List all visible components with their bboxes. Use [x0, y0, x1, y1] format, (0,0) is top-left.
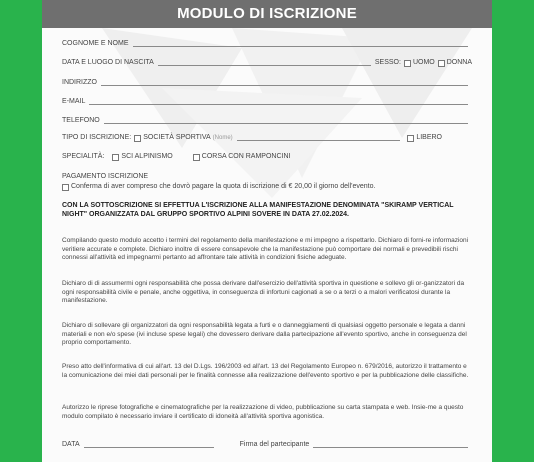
label-address: INDIRIZZO	[62, 79, 97, 86]
input-birth[interactable]	[158, 65, 371, 66]
payment-title-row	[62, 172, 472, 182]
payment-title: PAGAMENTO ISCRIZIONE	[62, 173, 149, 180]
checkbox-club[interactable]	[134, 135, 141, 142]
label-sex: SESSO:	[374, 59, 401, 66]
label-date: DATA	[62, 441, 80, 448]
label-email: E-MAIL	[62, 98, 86, 105]
label-female: DONNA	[446, 59, 472, 66]
form-title: MODULO DI ISCRIZIONE	[42, 0, 492, 28]
input-email[interactable]	[89, 104, 468, 105]
field-row-address	[62, 78, 472, 88]
label-specialty: SPECIALITÀ:	[62, 153, 105, 160]
field-row-birth	[62, 58, 472, 68]
checkbox-crampon-run[interactable]	[193, 154, 200, 161]
label-birth: DATA E LUOGO DI NASCITA	[62, 59, 154, 66]
label-registration-type: TIPO DI ISCRIZIONE:	[62, 134, 132, 141]
checkbox-free[interactable]	[407, 135, 414, 142]
paragraph-media-consent: Autorizzo le riprese fotografiche e cinematografiche per la realizzazione di video, pubblicazione su carta stampata e web. Insie-me a questo modulo compilato è necessario inviare il certificato di idoneità all'attività sportiva agonistica.	[62, 404, 464, 420]
intro-statement: CON LA SOTTOSCRIZIONE SI EFFETTUA L'ISCRIZIONE ALLA MANIFESTAZIONE DENOMINATA "SKIRAMP VERTICAL NIGHT" ORGANIZZATA DAL GRUPPO SPORTIVO ALPINI SOVERE IN DATA 27.02.2024.	[62, 202, 454, 218]
field-row-registration-type	[62, 133, 472, 143]
checkbox-male[interactable]	[404, 60, 411, 67]
checkbox-payment-confirm[interactable]	[62, 184, 69, 191]
paragraph-regulation: Compilando questo modulo accetto i termini del regolamento della manifestazione e mi impegno a rispettarlo. Dichiaro di forni-re informazioni veritiere accurate e complete. Dichiaro inoltre di essere consapevole che la manifestazione può comportare dei normali e prevedibili rischi connessi all'attività ed impegnarmi pertanto ad affrontare tale attività in condizioni fisiche adeguate.	[62, 237, 469, 261]
footer-row	[62, 440, 472, 450]
club-name-placeholder: (Nome)	[212, 135, 233, 141]
label-male: UOMO	[412, 59, 435, 66]
input-signature[interactable]	[313, 447, 468, 448]
paragraph-liability: Dichiaro di sollevare gli organizzatori da ogni responsabilità legata a furti e o danneggiamenti di qualsiasi oggetto personale e legata a danni materiali e non e/o spese (ivi incluse spese legali) che dovessero derivare dalla partecipazione all'evento sportivo, anche in conseguenza del proprio comportamento.	[62, 322, 467, 346]
label-ski-mountaineering: SCI ALPINISMO	[121, 153, 173, 160]
field-row-name	[62, 39, 472, 49]
checkbox-ski-mountaineering[interactable]	[112, 154, 119, 161]
input-name[interactable]	[133, 46, 468, 47]
checkbox-female[interactable]	[438, 60, 445, 67]
field-row-email	[62, 97, 472, 107]
label-name: COGNOME E NOME	[62, 40, 129, 47]
label-crampon-run: CORSA CON RAMPONCINI	[201, 153, 291, 160]
paragraph-privacy: Preso atto dell'informativa di cui all'art. 13 del D.Lgs. 196/2003 ed all'art. 13 del Regolamento Europeo n. 679/2016, autorizzo il trattamento e la comunicazione dei miei dati personali per le finalità connesse alla realizzazione dell'evento sportivo e per la pubblicazione delle classifiche.	[62, 363, 469, 379]
label-signature: Firma del partecipante	[239, 441, 310, 448]
input-phone[interactable]	[104, 123, 468, 124]
label-club: SOCIETÀ SPORTIVA	[143, 134, 211, 141]
input-address[interactable]	[101, 85, 468, 86]
field-row-specialty	[62, 152, 472, 162]
input-club-name[interactable]	[237, 140, 401, 141]
payment-confirm-text: Conferma di aver compreso che dovrò pagare la quota di iscrizione di € 20,00 il giorno dell'evento.	[71, 183, 376, 190]
label-phone: TELEFONO	[62, 117, 100, 124]
input-date[interactable]	[84, 447, 214, 448]
paragraph-responsibility: Dichiaro di di assumermi ogni responsabilità che possa derivare dall'esercizio dell'attività sportiva in questione e sollevo gli or-ganizzatori da ogni responsabilità civile e penale, anche oggettiva, in conseguenza di infortuni cagionati a se o a terzi o a malori verificatosi durante la manifestazione.	[62, 280, 465, 304]
field-row-phone	[62, 116, 472, 126]
label-free: LIBERO	[416, 134, 442, 141]
payment-confirm-row	[62, 182, 472, 192]
registration-form	[42, 0, 492, 462]
